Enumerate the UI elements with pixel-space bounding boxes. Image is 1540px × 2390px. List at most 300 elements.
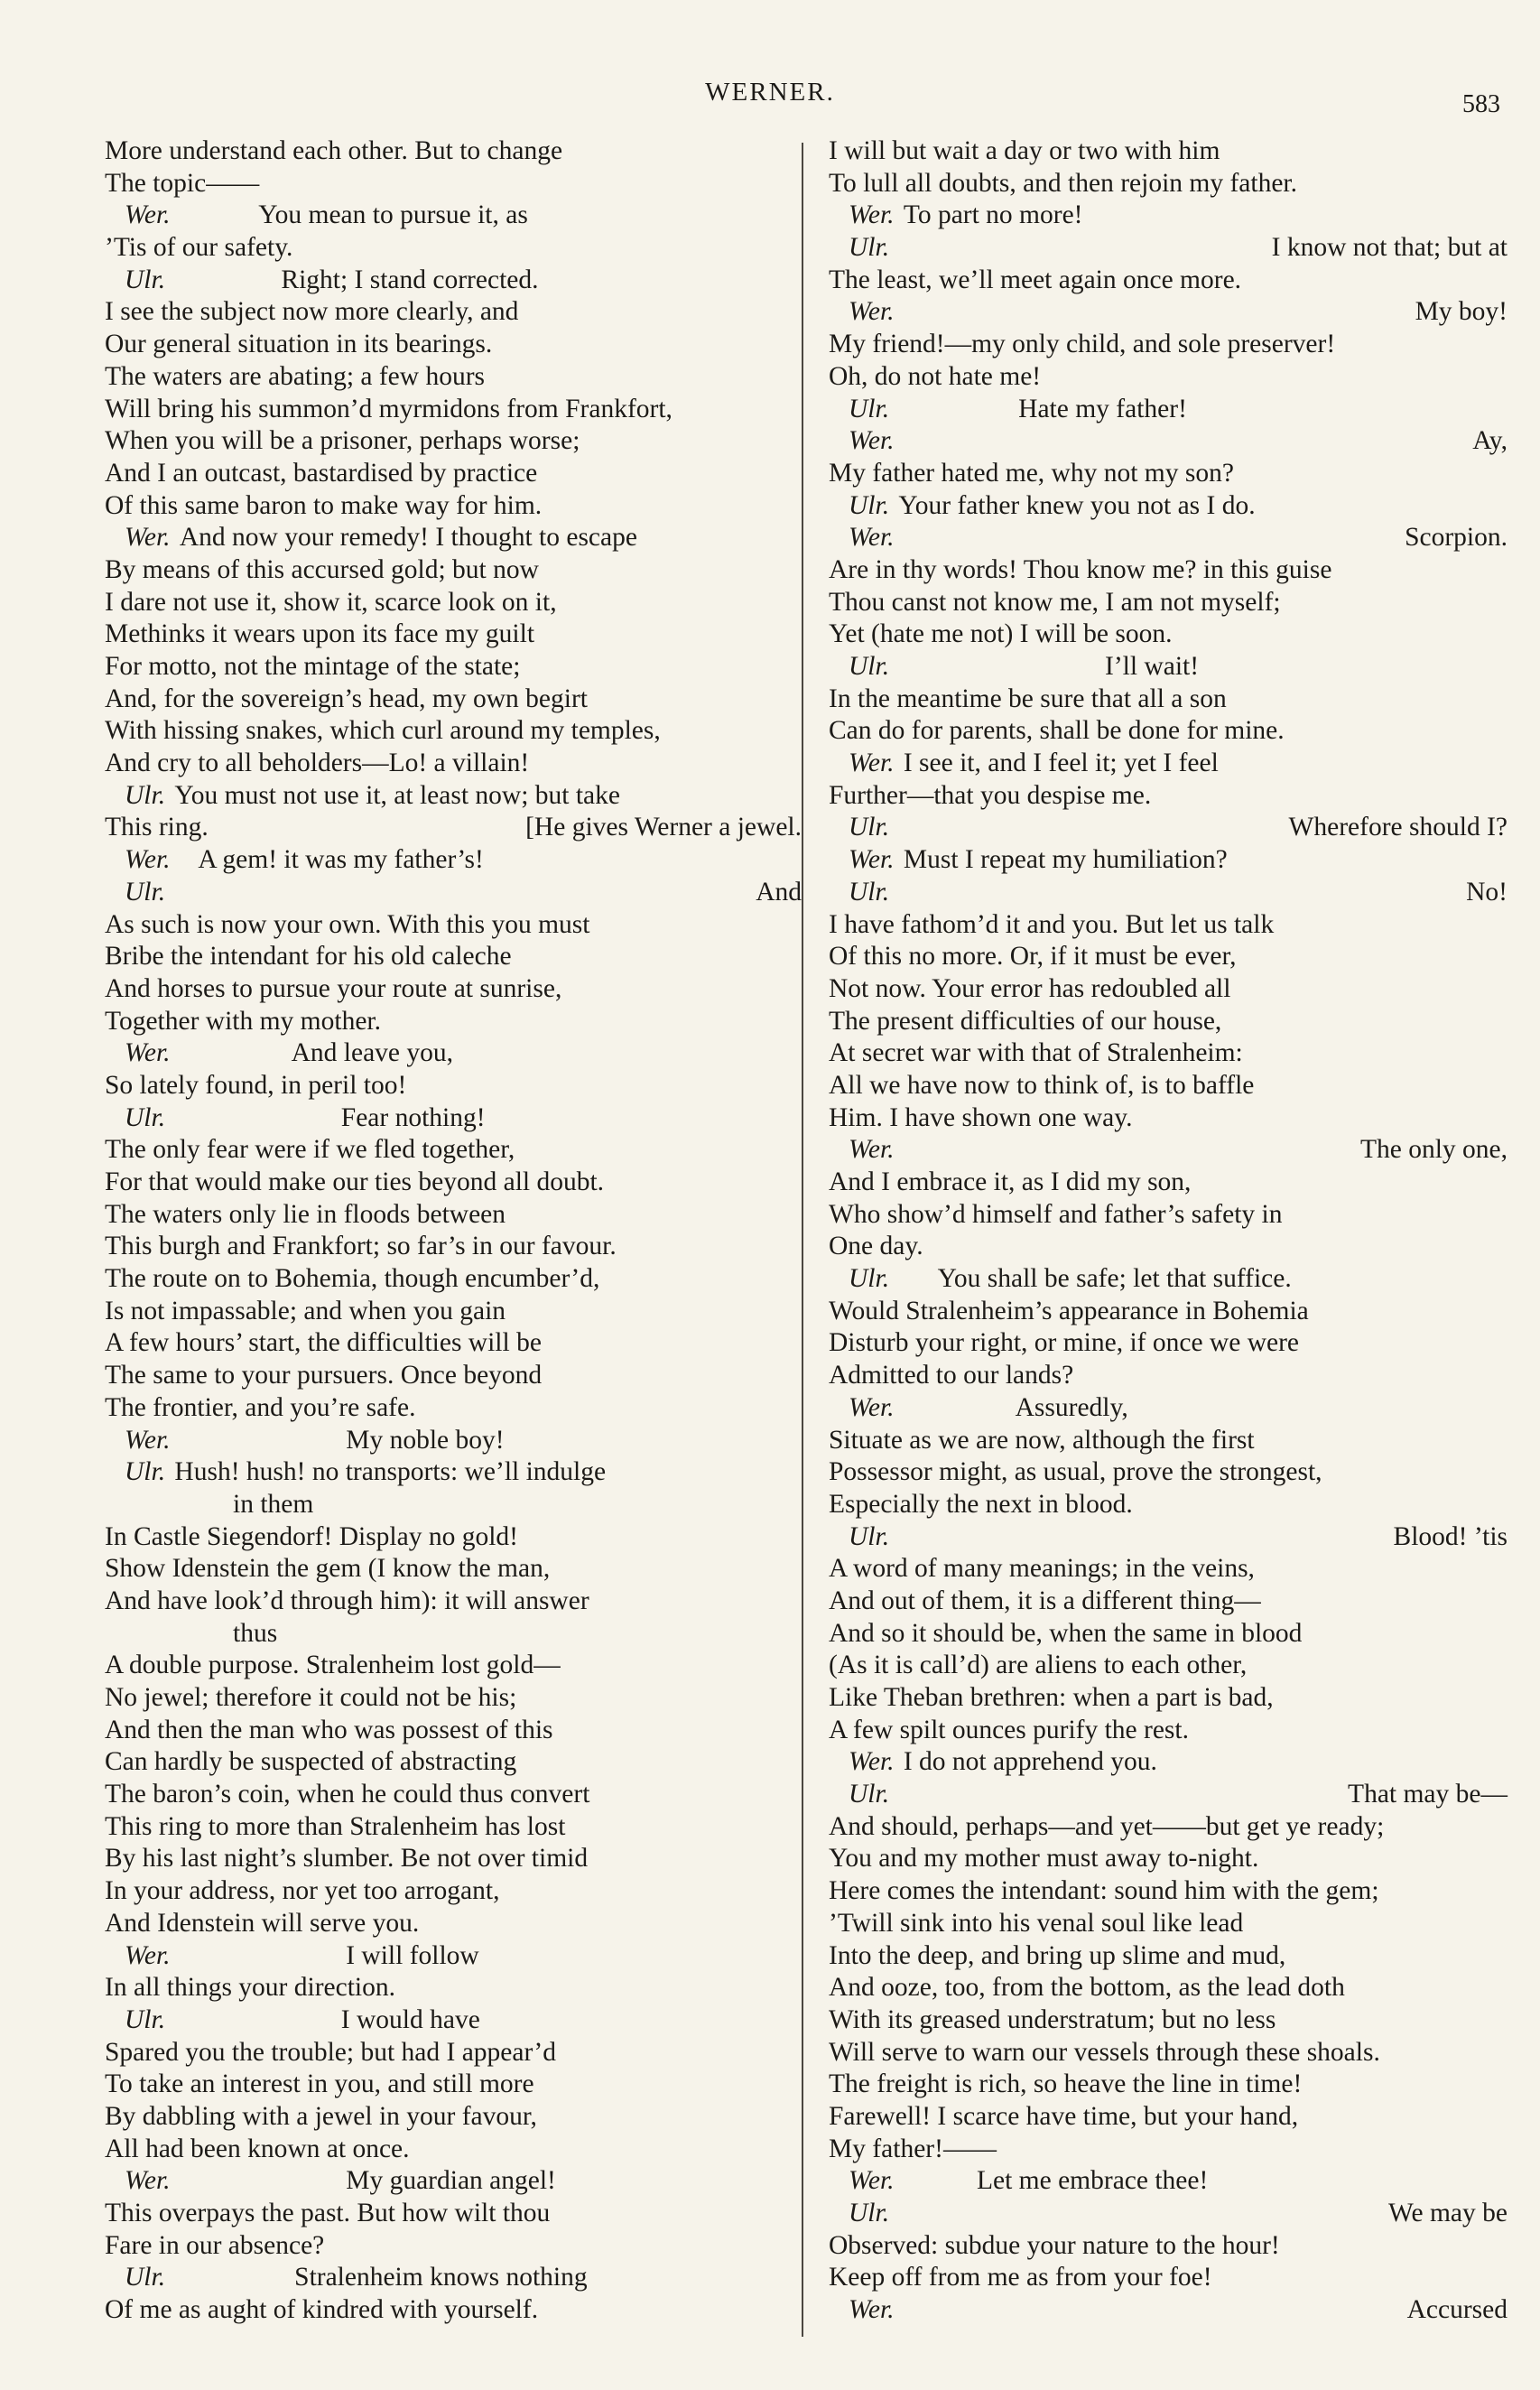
- verse-line: [812, 1360, 1508, 1392]
- speaker-name: Ulr.: [125, 1102, 166, 1132]
- verse-line: [812, 522, 1508, 554]
- verse-text: The waters are abating; a few hours: [105, 361, 486, 391]
- verse-line: [88, 329, 802, 361]
- verse-text: Spared you the trouble; but had I appear’d: [105, 2037, 556, 2067]
- verse-text: For that would make our ties beyond all doubt.: [105, 1167, 605, 1196]
- verse-line: [88, 1940, 802, 1973]
- verse-text: For motto, not the mintage of the state;: [105, 652, 521, 681]
- verse-line: [88, 1908, 802, 1940]
- verse-line: [88, 2101, 802, 2134]
- verse-text-right: Ay,: [1472, 426, 1508, 456]
- verse-line: [812, 618, 1508, 651]
- verse-text: Must I repeat my humiliation?: [903, 845, 1228, 875]
- verse-line: [812, 232, 1508, 265]
- verse-gap: [904, 2166, 977, 2195]
- verse-line: [812, 1875, 1508, 1908]
- verse-text-right: Scorpion.: [1405, 523, 1508, 553]
- verse-line: [88, 296, 802, 329]
- verse-line: [88, 1715, 802, 1747]
- verse-line: [88, 2294, 802, 2327]
- verse-text: Stralenheim knows nothing: [294, 2263, 588, 2292]
- speaker-name: Ulr.: [849, 1521, 890, 1551]
- verse-line: [812, 2165, 1508, 2198]
- verse-text: All had been known at once.: [105, 2134, 410, 2163]
- verse-line: [88, 877, 802, 909]
- verse-line: [812, 587, 1508, 619]
- verse-text: My father hated me, why not my son?: [829, 458, 1234, 488]
- verse-text: And then the man who was possest of this: [105, 1715, 553, 1744]
- verse-line: [88, 135, 802, 168]
- verse-line: [88, 651, 802, 684]
- verse-line: [88, 1296, 802, 1328]
- verse-text-right: Accursed: [1406, 2295, 1508, 2325]
- speaker-name: Wer.: [849, 200, 895, 230]
- verse-line: [88, 458, 802, 490]
- verse-line: [812, 361, 1508, 394]
- speaker-name: Ulr.: [849, 394, 890, 423]
- verse-text: My father!——: [829, 2134, 997, 2163]
- verse-text: The topic——: [105, 168, 260, 198]
- verse-text: All we have now to think of, is to baffle: [829, 1070, 1255, 1100]
- verse-line: [812, 844, 1508, 877]
- verse-text: Would Stralenheim’s appearance in Bohemia: [829, 1296, 1309, 1325]
- verse-line: [88, 394, 802, 426]
- verse-line: [812, 296, 1508, 329]
- verse-text: This burgh and Frankfort; so far’s in our favour.: [105, 1232, 617, 1261]
- verse-text: Who show’d himself and father’s safety in: [829, 1199, 1283, 1229]
- verse-text: The freight is rich, so heave the line in time!: [829, 2069, 1303, 2099]
- verse-text: The baron’s coin, when he could thus convert: [105, 1780, 590, 1809]
- verse-text: Your father knew you not as I do.: [898, 490, 1256, 520]
- verse-line: [88, 1392, 802, 1425]
- verse-text: In Castle Siegendorf! Display no gold!: [105, 1521, 518, 1551]
- verse-line: [88, 1618, 802, 1651]
- verse-text: Let me embrace thee!: [976, 2166, 1209, 2196]
- verse-line: [88, 780, 802, 813]
- verse-line: [812, 135, 1508, 168]
- verse-text: A few spilt ounces purify the rest.: [829, 1715, 1189, 1744]
- verse-line: [812, 715, 1508, 748]
- verse-line: [812, 1102, 1508, 1135]
- verse-gap: [904, 1393, 1016, 1422]
- verse-text: Keep off from me as from your foe!: [829, 2263, 1212, 2292]
- verse-text: Him. I have shown one way.: [829, 1102, 1133, 1132]
- verse-line: [812, 1908, 1508, 1940]
- verse-line: [812, 1682, 1508, 1715]
- verse-text: I see it, and I feel it; yet I feel: [903, 749, 1219, 778]
- verse-text: By dabbling with a jewel in your favour,: [105, 2101, 537, 2131]
- verse-text: And, for the sovereign’s head, my own begirt: [105, 684, 588, 713]
- verse-line: [812, 1972, 1508, 2004]
- verse-line: [88, 2069, 802, 2101]
- verse-line: [812, 1456, 1508, 1489]
- verse-line: [88, 425, 802, 458]
- speaker-name: Ulr.: [125, 1457, 166, 1487]
- verse-line: [88, 1070, 802, 1102]
- verse-text: I would have: [340, 2004, 480, 2034]
- verse-line: [812, 1940, 1508, 1973]
- verse-text: You must not use it, at least now; but take: [174, 780, 620, 810]
- verse-text: And Idenstein will serve you.: [105, 1908, 420, 1938]
- verse-gap: [180, 2166, 346, 2195]
- verse-line: [812, 941, 1508, 973]
- verse-text: You shall be safe; let that suffice.: [937, 1264, 1292, 1294]
- verse-line: [88, 618, 802, 651]
- verse-text: And cry to all beholders—Lo! a villain!: [105, 749, 530, 778]
- speaker-name: Ulr.: [849, 877, 890, 907]
- verse-text: You and my mother must away to-night.: [829, 1844, 1259, 1874]
- verse-text: Especially the next in blood.: [829, 1489, 1133, 1519]
- verse-text: By means of this accursed gold; but now: [105, 554, 539, 584]
- speaker-name: Wer.: [849, 297, 895, 327]
- verse-text: At secret war with that of Stralenheim:: [829, 1038, 1243, 1068]
- verse-text: And so it should be, when the same in blood: [829, 1618, 1303, 1648]
- verse-text: My guardian angel!: [346, 2166, 556, 2196]
- verse-line: [88, 1875, 802, 1908]
- verse-line: [812, 1779, 1508, 1811]
- verse-line: [88, 1972, 802, 2004]
- verse-text: And leave you,: [291, 1038, 454, 1068]
- verse-text: Will bring his summon’d myrmidons from Frankfort,: [105, 394, 673, 423]
- verse-line: [88, 1811, 802, 1844]
- verse-line: [88, 1360, 802, 1392]
- verse-text: With its greased understratum; but no less: [829, 2004, 1276, 2034]
- verse-gap: [898, 395, 1018, 423]
- verse-gap: [180, 845, 199, 874]
- speaker-name: Wer.: [125, 845, 171, 875]
- verse-text: And horses to pursue your route at sunrise,: [105, 973, 562, 1003]
- verse-text-right: Blood! ’tis: [1393, 1521, 1508, 1551]
- verse-line: [812, 1167, 1508, 1199]
- speaker-name: Ulr.: [125, 2263, 166, 2292]
- verse-text-right: That may be—: [1348, 1780, 1508, 1809]
- verse-line: [812, 1843, 1508, 1875]
- verse-text: To take an interest in you, and still more: [105, 2069, 534, 2099]
- verse-line: [812, 2004, 1508, 2037]
- speaker-name: Ulr.: [125, 265, 166, 294]
- speaker-name: Wer.: [849, 426, 895, 456]
- verse-text: A gem! it was my father’s!: [198, 845, 484, 875]
- verse-line: [812, 2294, 1508, 2327]
- verse-text: Thou canst not know me, I am not myself;: [829, 587, 1281, 617]
- verse-text: Into the deep, and bring up slime and mud,: [829, 1940, 1286, 1970]
- verse-text: And should, perhaps—and yet——but get ye ready;: [829, 1811, 1385, 1841]
- verse-text: Not now. Your error has redoubled all: [829, 973, 1231, 1003]
- verse-line: [88, 265, 802, 297]
- verse-text: Fear nothing!: [340, 1102, 486, 1132]
- verse-line: [88, 1263, 802, 1296]
- verse-text: In all things your direction.: [105, 1973, 395, 2003]
- speaker-name: Ulr.: [849, 652, 890, 681]
- verse-line: [88, 361, 802, 394]
- verse-line: [812, 748, 1508, 780]
- speaker-name: Wer.: [849, 1392, 895, 1422]
- verse-text: Assuredly,: [1015, 1392, 1128, 1422]
- verse-text: You mean to pursue it, as: [258, 200, 528, 230]
- verse-line: [88, 1231, 802, 1263]
- verse-text: And have look’d through him): it will answer: [105, 1586, 589, 1615]
- verse-line: [812, 1618, 1508, 1651]
- verse-text: I dare not use it, show it, scarce look on it,: [105, 587, 557, 617]
- speaker-name: Wer.: [125, 1940, 171, 1970]
- verse-text-right: My boy!: [1415, 297, 1508, 327]
- verse-line: [88, 1102, 802, 1135]
- verse-text: Yet (hate me not) I will be soon.: [829, 619, 1173, 649]
- speaker-name: Ulr.: [849, 1780, 890, 1809]
- verse-line: [812, 554, 1508, 587]
- verse-line: [812, 1070, 1508, 1102]
- verse-line: [88, 232, 802, 265]
- verse-line: [812, 329, 1508, 361]
- verse-line: [88, 1167, 802, 1199]
- verse-line: [88, 200, 802, 232]
- verse-line: [88, 909, 802, 942]
- verse-line: [88, 490, 802, 523]
- verse-text-right: No!: [1466, 877, 1508, 907]
- verse-line: [88, 2230, 802, 2263]
- verse-line: [88, 684, 802, 716]
- verse-text: ’Twill sink into his venal soul like lead: [829, 1908, 1244, 1938]
- speaker-name: Wer.: [125, 1038, 171, 1068]
- verse-text-right: I know not that; but at: [1271, 233, 1508, 263]
- verse-text: The route on to Bohemia, though encumber’d,: [105, 1264, 600, 1294]
- verse-gap: [180, 1038, 292, 1067]
- verse-text: The same to your pursuers. Once beyond: [105, 1361, 543, 1390]
- verse-line: [812, 1296, 1508, 1328]
- speaker-name: Ulr.: [125, 877, 166, 907]
- verse-text: Possessor might, as usual, prove the strongest,: [829, 1457, 1322, 1487]
- verse-line: [88, 748, 802, 780]
- verse-text: One day.: [829, 1232, 923, 1261]
- verse-text: I will but wait a day or two with him: [829, 136, 1220, 165]
- verse-text: Right; I stand corrected.: [281, 265, 539, 294]
- verse-line: [88, 1134, 802, 1167]
- verse-line: [88, 1037, 802, 1070]
- verse-line: [812, 1392, 1508, 1425]
- verse-line: [88, 1779, 802, 1811]
- verse-line: [812, 780, 1508, 813]
- verse-line: [88, 1327, 802, 1360]
- speaker-name: Wer.: [849, 845, 895, 875]
- verse-text: Methinks it wears upon its face my guilt: [105, 619, 535, 649]
- verse-text: Situate as we are now, although the first: [829, 1425, 1255, 1455]
- verse-line: [88, 1746, 802, 1779]
- verse-line: [88, 941, 802, 973]
- verse-line: [812, 1586, 1508, 1618]
- verse-line: [812, 651, 1508, 684]
- speaker-name: Wer.: [849, 1747, 895, 1777]
- verse-line: [812, 425, 1508, 458]
- verse-text: Of me as aught of kindred with yourself.: [105, 2295, 539, 2325]
- verse-line: [812, 1715, 1508, 1747]
- speaker-name: Ulr.: [125, 2004, 166, 2034]
- verse-text: As such is now your own. With this you must: [105, 909, 590, 939]
- verse-line: [88, 1843, 802, 1875]
- speaker-name: Ulr.: [849, 813, 890, 842]
- verse-line: [812, 2037, 1508, 2069]
- verse-line: [812, 1327, 1508, 1360]
- verse-line: [88, 1456, 802, 1489]
- verse-text: And out of them, it is a different thing—: [829, 1586, 1261, 1615]
- column-divider: [802, 143, 803, 2337]
- verse-text: To lull all doubts, and then rejoin my father.: [829, 168, 1298, 198]
- verse-gap: [174, 2005, 340, 2034]
- verse-line: [88, 1199, 802, 1232]
- verse-text: Will serve to warn our vessels through these shoals.: [829, 2037, 1380, 2067]
- page-number: 583: [1462, 90, 1500, 118]
- speaker-name: Ulr.: [849, 1264, 890, 1294]
- verse-line: [812, 1521, 1508, 1554]
- verse-line: [812, 973, 1508, 1006]
- verse-text: Bribe the intendant for his old caleche: [105, 942, 512, 972]
- verse-line: [812, 458, 1508, 490]
- verse-line: [88, 1553, 802, 1586]
- speaker-name: Wer.: [849, 749, 895, 778]
- verse-text-right: The only one,: [1359, 1135, 1508, 1165]
- verse-line: [812, 2101, 1508, 2134]
- speaker-name: Wer.: [849, 2295, 895, 2325]
- verse-text: Can hardly be suspected of abstracting: [105, 1747, 517, 1777]
- speaker-name: Wer.: [849, 2166, 895, 2196]
- verse-text: A double purpose. Stralenheim lost gold—: [105, 1651, 561, 1680]
- verse-line: [812, 1006, 1508, 1038]
- verse-text-right: Wherefore should I?: [1288, 813, 1508, 842]
- verse-line: [88, 587, 802, 619]
- verse-text: In the meantime be sure that all a son: [829, 684, 1227, 713]
- verse-text: I do not apprehend you.: [903, 1747, 1157, 1777]
- verse-line: [88, 1006, 802, 1038]
- verse-line: [812, 168, 1508, 200]
- verse-text: The only fear were if we fled together,: [105, 1135, 515, 1165]
- verse-line: [812, 200, 1508, 232]
- verse-line: [88, 1682, 802, 1715]
- right-column: [812, 135, 1508, 2327]
- verse-text: (As it is call’d) are aliens to each other,: [829, 1651, 1248, 1680]
- speaker-name: Wer.: [125, 2166, 171, 2196]
- verse-text: I’ll wait!: [1105, 652, 1200, 681]
- verse-text-right: We may be: [1388, 2199, 1508, 2227]
- verse-text: thus: [233, 1618, 278, 1648]
- verse-text: By his last night’s slumber. Be not over timid: [105, 1844, 589, 1874]
- page-header: [0, 78, 1540, 118]
- verse-line: [88, 168, 802, 200]
- speaker-name: Ulr.: [849, 233, 890, 263]
- verse-line: [812, 265, 1508, 297]
- verse-text: In your address, nor yet too arrogant,: [105, 1876, 500, 1906]
- verse-gap: [174, 1103, 340, 1132]
- verse-text: With hissing snakes, which curl around my temples,: [105, 716, 661, 746]
- verse-text: I will follow: [346, 1940, 479, 1970]
- verse-text: A word of many meanings; in the veins,: [829, 1554, 1255, 1584]
- verse-text: So lately found, in peril too!: [105, 1070, 407, 1100]
- verse-line: [88, 2134, 802, 2166]
- verse-line: [812, 1425, 1508, 1457]
- verse-text: To part no more!: [903, 200, 1083, 230]
- verse-text: Hate my father!: [1018, 394, 1187, 423]
- verse-text: Are in thy words! Thou know me? in this guise: [829, 554, 1332, 584]
- verse-line: [88, 844, 802, 877]
- verse-line: [812, 2134, 1508, 2166]
- verse-line: [812, 394, 1508, 426]
- verse-text: Of this no more. Or, if it must be ever,: [829, 942, 1237, 972]
- verse-text: Oh, do not hate me!: [829, 361, 1042, 391]
- verse-line: [812, 1134, 1508, 1167]
- verse-line: [88, 2037, 802, 2069]
- verse-text: The frontier, and you’re safe.: [105, 1392, 416, 1422]
- verse-line: [88, 2004, 802, 2037]
- verse-text: And ooze, too, from the bottom, as the lead doth: [829, 1973, 1345, 2003]
- verse-line: [812, 812, 1508, 844]
- verse-text: Of this same baron to make way for him.: [105, 490, 543, 520]
- verse-text: ’Tis of our safety.: [105, 233, 293, 263]
- verse-gap: [180, 1941, 346, 1970]
- speaker-name: Wer.: [125, 200, 171, 230]
- verse-text: This overpays the past. But how wilt thou: [105, 2199, 551, 2227]
- verse-text: Fare in our absence?: [105, 2230, 325, 2260]
- verse-line: [812, 2262, 1508, 2294]
- verse-line: [812, 1650, 1508, 1682]
- verse-text: Hush! hush! no transports: we’ll indulge: [174, 1457, 607, 1487]
- speaker-name: Ulr.: [849, 490, 890, 520]
- verse-line: [812, 2230, 1508, 2263]
- verse-text: Admitted to our lands?: [829, 1361, 1074, 1390]
- verse-text-right: [He gives Werner a jewel.: [525, 813, 802, 842]
- verse-text: And I an outcast, bastardised by practice: [105, 458, 538, 488]
- verse-line: [812, 1553, 1508, 1586]
- verse-text: This ring to more than Stralenheim has lost: [105, 1811, 566, 1841]
- left-column: [88, 135, 802, 2327]
- speaker-name: Wer.: [125, 1425, 171, 1455]
- verse-line: [88, 1489, 802, 1521]
- speaker-name: Ulr.: [125, 780, 166, 810]
- verse-line: [812, 1746, 1508, 1779]
- verse-line: [812, 1811, 1508, 1844]
- verse-text: More understand each other. But to change: [105, 136, 563, 165]
- verse-line: [88, 522, 802, 554]
- verse-text: A few hours’ start, the difficulties will be: [105, 1328, 542, 1358]
- verse-line: [812, 1231, 1508, 1263]
- verse-text: Disturb your right, or mine, if once we were: [829, 1328, 1300, 1358]
- verse-text: The present difficulties of our house,: [829, 1006, 1222, 1036]
- verse-text: My friend!—my only child, and sole preserver!: [829, 330, 1336, 359]
- verse-text-right: And: [756, 877, 802, 907]
- verse-text: Observed: subdue your nature to the hour!: [829, 2230, 1280, 2260]
- verse-text: The waters only lie in floods between: [105, 1199, 506, 1229]
- verse-text: Like Theban brethren: when a part is bad,: [829, 1683, 1274, 1712]
- verse-text: Farewell! I scarce have time, but your hand,: [829, 2101, 1299, 2131]
- speaker-name: Wer.: [849, 1135, 895, 1165]
- verse-text: Here comes the intendant: sound him with the gem;: [829, 1876, 1379, 1906]
- verse-line: [88, 1650, 802, 1682]
- speaker-name: Wer.: [125, 523, 171, 553]
- verse-line: [812, 2069, 1508, 2101]
- verse-line: [88, 2165, 802, 2198]
- verse-text: No jewel; therefore it could not be his;: [105, 1683, 517, 1712]
- verse-line: [88, 1425, 802, 1457]
- verse-text: Is not impassable; and when you gain: [105, 1296, 506, 1325]
- verse-line: [88, 812, 802, 844]
- verse-line: [812, 1199, 1508, 1232]
- verse-line: [88, 715, 802, 748]
- verse-gap: [180, 200, 258, 229]
- verse-line: [812, 2198, 1508, 2230]
- verse-line: [812, 684, 1508, 716]
- verse-text: This ring.: [105, 813, 209, 842]
- verse-gap: [180, 1426, 346, 1455]
- verse-text: The least, we’ll meet again once more.: [829, 265, 1242, 294]
- verse-text: Show Idenstein the gem (I know the man,: [105, 1554, 551, 1584]
- verse-gap: [898, 1264, 937, 1293]
